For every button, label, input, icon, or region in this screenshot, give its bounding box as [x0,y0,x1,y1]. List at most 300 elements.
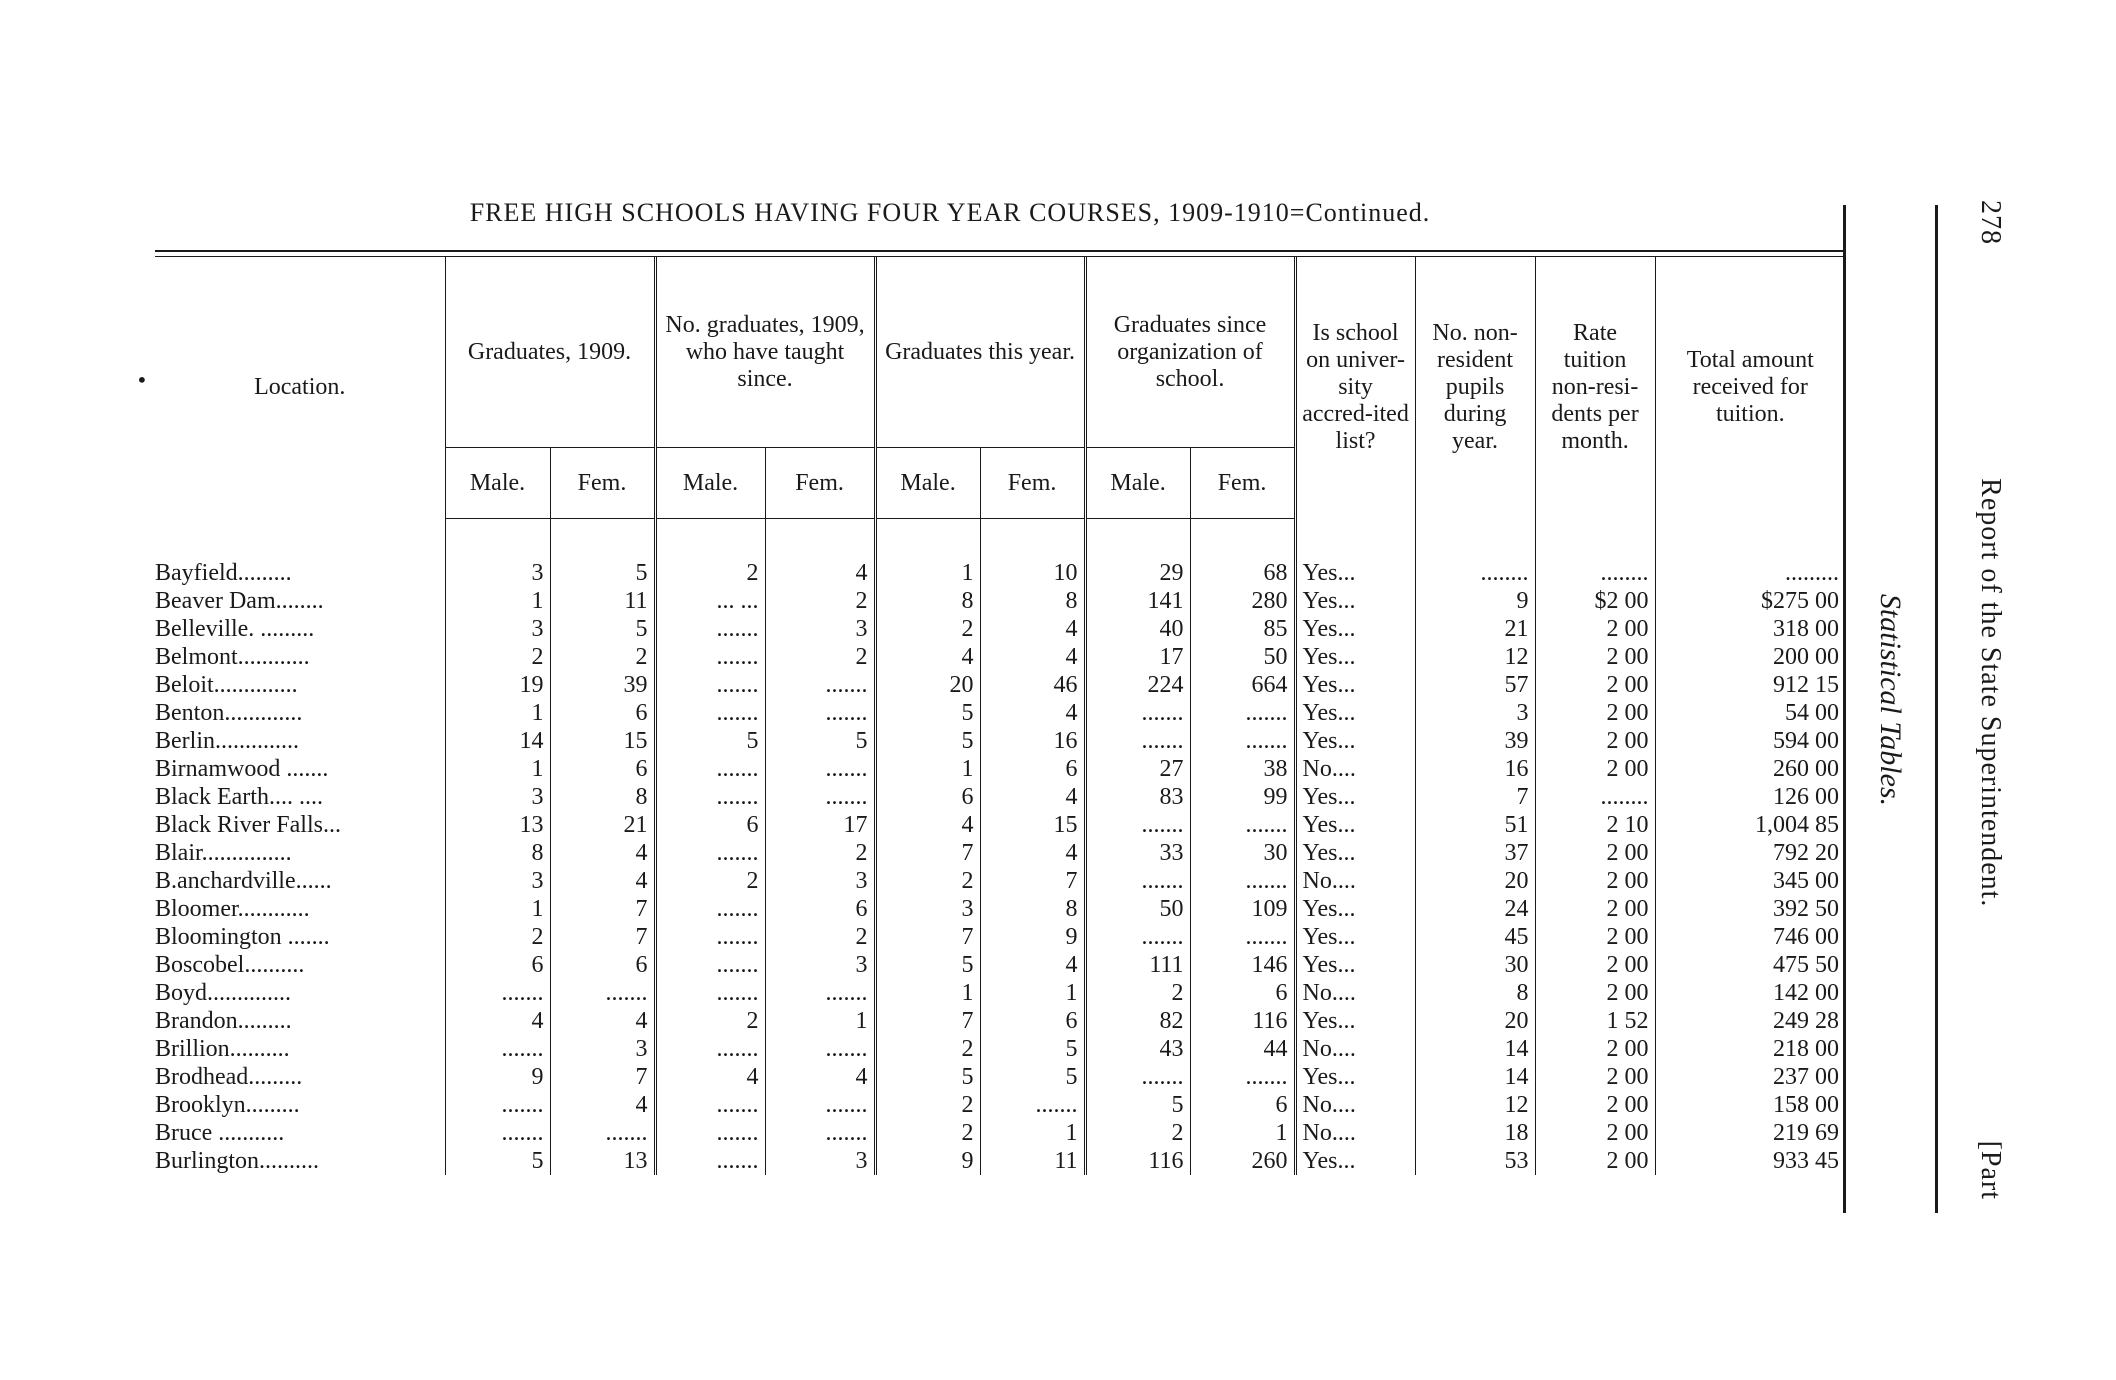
cell-since-org-fem: 109 [1190,895,1295,923]
cell-this-year-male: 2 [875,615,980,643]
cell-total: 318 00 [1655,615,1845,643]
cell-graduates-1909-fem: ....... [550,979,655,1007]
cell-accredited: Yes... [1295,1147,1415,1175]
cell-this-year-fem: 9 [980,923,1085,951]
cell-graduates-1909-fem: 6 [550,755,655,783]
cell-since-org-fem: 6 [1190,1091,1295,1119]
cell-taught-male: ....... [655,1147,765,1175]
cell-since-org-fem: 664 [1190,671,1295,699]
page-title: FREE HIGH SCHOOLS HAVING FOUR YEAR COURSES, 1909-1910=Continued. [469,198,1431,227]
cell-this-year-fem: 7 [980,867,1085,895]
running-head-title: Report of the State Superintendent. [1975,478,2006,908]
cell-taught-male: 6 [655,811,765,839]
cell-graduates-1909-male: ....... [445,1035,550,1063]
cell-graduates-1909-fem: 6 [550,951,655,979]
cell-taught-fem: 2 [765,587,875,615]
table-row [155,895,1845,923]
header-tuition-rate: Rate tuition non-resi-dents per month. [1535,257,1655,519]
cell-total: 126 00 [1655,783,1845,811]
cell-graduates-1909-male: 3 [445,559,550,587]
cell-location: Belmont............ [155,644,310,670]
cell-taught-fem: ....... [765,755,875,783]
cell-location: Belleville. ......... [155,616,315,642]
cell-accredited: No.... [1295,1091,1415,1119]
cell-since-org-male: 224 [1085,671,1190,699]
cell-nonresident: 9 [1415,587,1535,615]
cell-this-year-fem: 8 [980,587,1085,615]
subheader-male: Male. [1085,448,1190,519]
cell-graduates-1909-fem: 5 [550,615,655,643]
cell-taught-fem: 2 [765,839,875,867]
cell-rate: 2 00 [1535,1119,1655,1147]
cell-accredited: Yes... [1295,643,1415,671]
cell-this-year-male: 4 [875,643,980,671]
cell-rate: 2 00 [1535,699,1655,727]
cell-since-org-fem: 38 [1190,755,1295,783]
cell-graduates-1909-fem: 11 [550,587,655,615]
header-graduates-since-organization: Graduates since organization of school. [1085,257,1295,448]
cell-since-org-fem: 6 [1190,979,1295,1007]
cell-accredited: No.... [1295,1119,1415,1147]
cell-graduates-1909-male: 3 [445,615,550,643]
outer-vertical-rule [1935,205,1938,1213]
cell-since-org-male: 82 [1085,1007,1190,1035]
cell-rate: 2 00 [1535,979,1655,1007]
cell-taught-fem: 3 [765,951,875,979]
cell-taught-fem: 4 [765,1063,875,1091]
cell-nonresident: 39 [1415,727,1535,755]
cell-location: Bruce ........... [155,1120,285,1146]
cell-taught-fem: 3 [765,615,875,643]
cell-since-org-fem: 44 [1190,1035,1295,1063]
cell-since-org-fem: 50 [1190,643,1295,671]
cell-taught-male: ....... [655,755,765,783]
cell-taught-male: 2 [655,559,765,587]
cell-graduates-1909-fem: 3 [550,1035,655,1063]
cell-rate: 2 00 [1535,867,1655,895]
cell-location: Black River Falls... [155,812,341,838]
cell-total: 475 50 [1655,951,1845,979]
cell-taught-male: ....... [655,839,765,867]
cell-graduates-1909-male: ....... [445,979,550,1007]
subheader-fem: Fem. [1190,448,1295,519]
cell-since-org-male: ....... [1085,867,1190,895]
cell-accredited: Yes... [1295,699,1415,727]
cell-taught-male: 2 [655,867,765,895]
cell-taught-male: ....... [655,951,765,979]
cell-location: Beloit.............. [155,672,298,698]
table-row [155,1091,1845,1119]
header-graduates-this-year: Graduates this year. [875,257,1085,448]
cell-nonresident: 37 [1415,839,1535,867]
cell-total: 912 15 [1655,671,1845,699]
cell-graduates-1909-male: 3 [445,867,550,895]
cell-accredited: Yes... [1295,559,1415,587]
cell-since-org-male: 111 [1085,951,1190,979]
cell-accredited: Yes... [1295,839,1415,867]
cell-since-org-fem: 1 [1190,1119,1295,1147]
cell-this-year-male: 2 [875,1091,980,1119]
cell-location: Bloomington ....... [155,924,330,950]
table-row [155,643,1845,671]
cell-this-year-fem: 4 [980,783,1085,811]
cell-total: 746 00 [1655,923,1845,951]
cell-graduates-1909-fem: 15 [550,727,655,755]
cell-this-year-fem: 4 [980,951,1085,979]
cell-accredited: Yes... [1295,727,1415,755]
cell-since-org-fem: 68 [1190,559,1295,587]
cell-accredited: No.... [1295,979,1415,1007]
cell-taught-fem: ....... [765,1091,875,1119]
cell-taught-male: ....... [655,783,765,811]
cell-rate: 2 00 [1535,895,1655,923]
cell-taught-fem: ....... [765,671,875,699]
cell-total: 219 69 [1655,1119,1845,1147]
cell-this-year-fem: 15 [980,811,1085,839]
cell-this-year-fem: 11 [980,1147,1085,1175]
cell-this-year-male: 7 [875,839,980,867]
cell-graduates-1909-male: 3 [445,783,550,811]
cell-taught-fem: ....... [765,783,875,811]
table-row [155,979,1845,1007]
table-row [155,867,1845,895]
cell-since-org-male: ....... [1085,699,1190,727]
cell-location: Brooklyn......... [155,1092,300,1118]
cell-nonresident: 57 [1415,671,1535,699]
cell-total: 392 50 [1655,895,1845,923]
cell-location: B.anchardville...... [155,868,332,894]
subheader-male: Male. [875,448,980,519]
cell-this-year-male: 3 [875,895,980,923]
cell-graduates-1909-male: 5 [445,1147,550,1175]
cell-this-year-fem: 5 [980,1035,1085,1063]
cell-nonresident: 16 [1415,755,1535,783]
cell-this-year-fem: 8 [980,895,1085,923]
cell-since-org-male: 43 [1085,1035,1190,1063]
cell-rate: 2 00 [1535,1147,1655,1175]
cell-since-org-male: 2 [1085,979,1190,1007]
cell-this-year-fem: 1 [980,1119,1085,1147]
cell-graduates-1909-male: 9 [445,1063,550,1091]
cell-this-year-male: 7 [875,923,980,951]
cell-graduates-1909-fem: 39 [550,671,655,699]
cell-graduates-1909-fem: 4 [550,839,655,867]
cell-graduates-1909-male: 6 [445,951,550,979]
cell-accredited: No.... [1295,867,1415,895]
cell-graduates-1909-fem: 7 [550,895,655,923]
cell-location: Berlin.............. [155,728,299,754]
cell-nonresident: 14 [1415,1035,1535,1063]
cell-this-year-fem: ....... [980,1091,1085,1119]
cell-graduates-1909-fem: 21 [550,811,655,839]
cell-total: 142 00 [1655,979,1845,1007]
cell-graduates-1909-male: 13 [445,811,550,839]
cell-taught-male: ....... [655,1119,765,1147]
cell-total: ......... [1655,559,1845,587]
cell-accredited: Yes... [1295,811,1415,839]
table-body [155,519,1845,1176]
cell-nonresident: 51 [1415,811,1535,839]
cell-total: 1,004 85 [1655,811,1845,839]
table-row [155,1063,1845,1091]
cell-location: Bloomer............ [155,896,310,922]
cell-this-year-male: 1 [875,559,980,587]
cell-this-year-male: 7 [875,1007,980,1035]
cell-nonresident: 12 [1415,643,1535,671]
cell-total: 933 45 [1655,1147,1845,1175]
header-accredited: Is school on univer-sity accred-ited list? [1295,257,1415,519]
table-row [155,951,1845,979]
cell-graduates-1909-fem: 5 [550,559,655,587]
cell-total: 260 00 [1655,755,1845,783]
cell-nonresident: 8 [1415,979,1535,1007]
cell-this-year-male: 5 [875,1063,980,1091]
cell-taught-fem: 6 [765,895,875,923]
cell-this-year-male: 2 [875,1035,980,1063]
right-vertical-rule [1843,205,1846,1213]
cell-taught-male: ... ... [655,587,765,615]
cell-since-org-fem: ....... [1190,727,1295,755]
cell-accredited: Yes... [1295,923,1415,951]
cell-taught-fem: 1 [765,1007,875,1035]
cell-taught-fem: 17 [765,811,875,839]
subheader-male: Male. [445,448,550,519]
cell-this-year-fem: 16 [980,727,1085,755]
cell-rate: 2 00 [1535,671,1655,699]
cell-graduates-1909-fem: 4 [550,867,655,895]
table-row [155,1119,1845,1147]
cell-this-year-male: 1 [875,755,980,783]
table-row [155,559,1845,587]
table-row [155,755,1845,783]
cell-taught-fem: ....... [765,1119,875,1147]
cell-taught-male: ....... [655,699,765,727]
cell-since-org-male: 33 [1085,839,1190,867]
cell-graduates-1909-fem: 13 [550,1147,655,1175]
subheader-fem: Fem. [550,448,655,519]
cell-graduates-1909-male: 4 [445,1007,550,1035]
cell-total: 218 00 [1655,1035,1845,1063]
header-total-tuition: Total amount received for tuition. [1655,257,1845,519]
cell-since-org-fem: 260 [1190,1147,1295,1175]
cell-graduates-1909-fem: 6 [550,699,655,727]
cell-nonresident: 12 [1415,1091,1535,1119]
cell-graduates-1909-male: ....... [445,1091,550,1119]
cell-location: Birnamwood ....... [155,756,329,782]
cell-total: 200 00 [1655,643,1845,671]
cell-since-org-fem: ....... [1190,867,1295,895]
cell-taught-male: ....... [655,895,765,923]
cell-this-year-fem: 4 [980,699,1085,727]
table-row [155,783,1845,811]
cell-taught-fem: 4 [765,559,875,587]
top-double-rule [155,250,1845,257]
cell-accredited: Yes... [1295,1007,1415,1035]
cell-rate: 2 00 [1535,643,1655,671]
cell-total: 249 28 [1655,1007,1845,1035]
cell-accredited: Yes... [1295,1063,1415,1091]
cell-graduates-1909-male: 19 [445,671,550,699]
cell-taught-fem: ....... [765,1035,875,1063]
cell-since-org-male: ....... [1085,727,1190,755]
cell-location: Boscobel.......... [155,952,305,978]
table-row [155,587,1845,615]
subheader-fem: Fem. [765,448,875,519]
cell-this-year-fem: 4 [980,839,1085,867]
cell-rate: 2 00 [1535,951,1655,979]
cell-accredited: Yes... [1295,783,1415,811]
cell-graduates-1909-fem: 2 [550,643,655,671]
cell-accredited: Yes... [1295,671,1415,699]
cell-this-year-fem: 10 [980,559,1085,587]
cell-rate: 2 00 [1535,755,1655,783]
cell-graduates-1909-fem: 8 [550,783,655,811]
cell-location: Brillion.......... [155,1036,290,1062]
cell-taught-male: ....... [655,643,765,671]
cell-nonresident: ........ [1415,559,1535,587]
cell-graduates-1909-fem: ....... [550,1119,655,1147]
cell-taught-fem: 3 [765,867,875,895]
cell-since-org-fem: 146 [1190,951,1295,979]
cell-this-year-male: 2 [875,1119,980,1147]
cell-nonresident: 3 [1415,699,1535,727]
cell-total: 54 00 [1655,699,1845,727]
cell-since-org-male: 141 [1085,587,1190,615]
cell-rate: 2 00 [1535,615,1655,643]
cell-total: 158 00 [1655,1091,1845,1119]
cell-since-org-male: ....... [1085,1063,1190,1091]
cell-location: Black Earth.... .... [155,784,323,810]
cell-nonresident: 20 [1415,1007,1535,1035]
cell-graduates-1909-fem: 4 [550,1091,655,1119]
header-location: Location. [254,374,346,401]
cell-graduates-1909-male: 8 [445,839,550,867]
cell-since-org-fem: 85 [1190,615,1295,643]
cell-location: Bayfield......... [155,560,292,586]
cell-accredited: Yes... [1295,895,1415,923]
cell-rate: $2 00 [1535,587,1655,615]
table-row [155,923,1845,951]
table-row [155,699,1845,727]
table-row [155,615,1845,643]
cell-since-org-fem: ....... [1190,1063,1295,1091]
cell-graduates-1909-male: 2 [445,923,550,951]
cell-since-org-fem: ....... [1190,811,1295,839]
table-row [155,1007,1845,1035]
cell-this-year-male: 6 [875,783,980,811]
cell-since-org-male: 17 [1085,643,1190,671]
cell-this-year-fem: 4 [980,643,1085,671]
cell-accredited: Yes... [1295,951,1415,979]
cell-nonresident: 24 [1415,895,1535,923]
cell-since-org-male: 29 [1085,559,1190,587]
cell-total: 792 20 [1655,839,1845,867]
cell-since-org-fem: 99 [1190,783,1295,811]
cell-taught-fem: ....... [765,979,875,1007]
cell-this-year-fem: 46 [980,671,1085,699]
running-head [1974,200,2006,1200]
cell-since-org-male: 83 [1085,783,1190,811]
cell-nonresident: 7 [1415,783,1535,811]
subheader-male: Male. [655,448,765,519]
cell-since-org-male: 50 [1085,895,1190,923]
cell-this-year-fem: 5 [980,1063,1085,1091]
cell-graduates-1909-fem: 7 [550,1063,655,1091]
margin-bullet: • [136,368,148,392]
running-head-part: [Part [1975,1140,2006,1200]
header-taught-since: No. graduates, 1909, who have taught since. [655,257,875,448]
cell-since-org-fem: ....... [1190,923,1295,951]
cell-taught-male: 5 [655,727,765,755]
cell-this-year-male: 8 [875,587,980,615]
cell-this-year-male: 5 [875,699,980,727]
cell-nonresident: 14 [1415,1063,1535,1091]
cell-rate: 2 00 [1535,1063,1655,1091]
cell-graduates-1909-male: 1 [445,699,550,727]
table-row [155,839,1845,867]
cell-location: Benton............. [155,700,303,726]
cell-taught-fem: 2 [765,643,875,671]
cell-graduates-1909-male: ....... [445,1119,550,1147]
header-graduates-1909: Graduates, 1909. [445,257,655,448]
cell-rate: 2 00 [1535,923,1655,951]
cell-graduates-1909-fem: 7 [550,923,655,951]
side-caption: Statistical Tables. [1874,593,1907,807]
cell-graduates-1909-fem: 4 [550,1007,655,1035]
cell-since-org-fem: 116 [1190,1007,1295,1035]
cell-accredited: No.... [1295,1035,1415,1063]
cell-total: 345 00 [1655,867,1845,895]
cell-this-year-male: 5 [875,951,980,979]
cell-since-org-male: ....... [1085,811,1190,839]
cell-since-org-fem: 30 [1190,839,1295,867]
cell-taught-male: ....... [655,615,765,643]
cell-rate: 2 10 [1535,811,1655,839]
cell-accredited: No.... [1295,755,1415,783]
cell-taught-male: ....... [655,923,765,951]
cell-since-org-male: 40 [1085,615,1190,643]
cell-graduates-1909-male: 1 [445,895,550,923]
cell-location: Brandon......... [155,1008,292,1034]
cell-taught-fem: 2 [765,923,875,951]
page-number: 278 [1975,200,2006,245]
cell-rate: 1 52 [1535,1007,1655,1035]
cell-this-year-fem: 6 [980,1007,1085,1035]
cell-since-org-male: 2 [1085,1119,1190,1147]
cell-location: Boyd.............. [155,980,292,1006]
statistics-table-wrapper [155,250,1845,1175]
cell-since-org-fem: ....... [1190,699,1295,727]
cell-nonresident: 18 [1415,1119,1535,1147]
cell-rate: 2 00 [1535,839,1655,867]
cell-rate: ........ [1535,783,1655,811]
statistics-table [155,257,1845,1175]
cell-accredited: Yes... [1295,615,1415,643]
cell-total: 594 00 [1655,727,1845,755]
table-spacer-row [155,519,1845,560]
table-row [155,1035,1845,1063]
subheader-fem: Fem. [980,448,1085,519]
table-row [155,811,1845,839]
cell-this-year-fem: 4 [980,615,1085,643]
cell-taught-male: ....... [655,1035,765,1063]
cell-this-year-fem: 6 [980,755,1085,783]
cell-location: Blair............... [155,840,292,866]
cell-taught-male: ....... [655,671,765,699]
header-nonresident-pupils: No. non-resident pupils during year. [1415,257,1535,519]
cell-location: Beaver Dam........ [155,588,324,614]
cell-this-year-fem: 1 [980,979,1085,1007]
